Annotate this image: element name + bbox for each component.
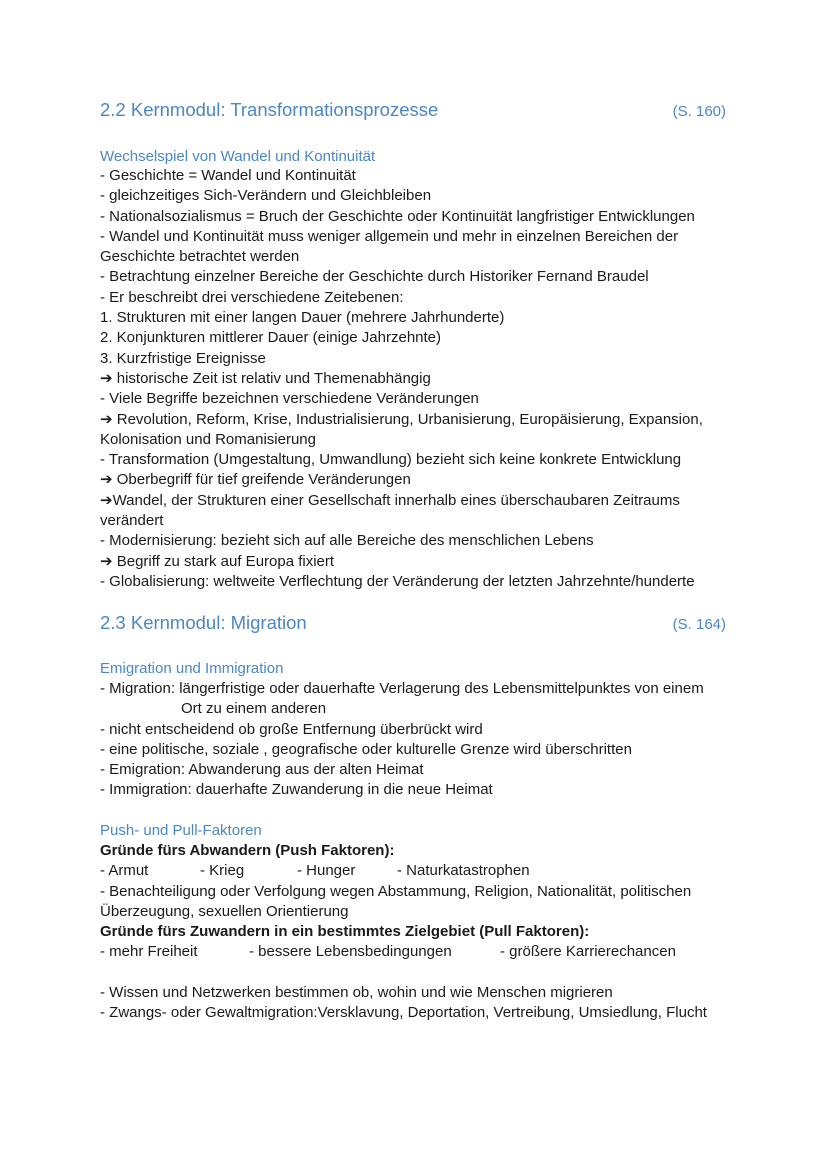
blank-line	[100, 963, 732, 983]
section2-body-2	[100, 841, 732, 1023]
text-line: 2. Konjunkturen mittlerer Dauer (einige Jahrzehnte)	[100, 329, 442, 347]
text-line: ➔Wandel, der Strukturen einer Gesellschaft innerhalb eines überschaubaren Zeitraums	[100, 491, 680, 509]
section-heading-transformation	[100, 99, 726, 121]
pull-factor: - bessere Lebensbedingungen	[249, 943, 452, 961]
pull-factor-row	[100, 942, 732, 962]
push-heading: Gründe fürs Abwandern (Push Faktoren):	[100, 842, 395, 859]
text-line: - Globalisierung: weltweite Verflechtung der Veränderung der letzten Jahrzehnte/hunderte	[100, 572, 695, 590]
push-factor-row	[100, 861, 732, 881]
text-line: Überzeugung, sexuellen Orientierung	[100, 902, 349, 920]
text-line: ➔ Oberbegriff für tief greifende Veränderungen	[100, 471, 411, 489]
text-line: - Wandel und Kontinuität muss weniger allgemein und mehr in einzelnen Bereichen der	[100, 227, 679, 245]
text-line: - Nationalsozialismus = Bruch der Geschichte oder Kontinuität langfristiger Entwicklungen	[100, 207, 695, 225]
section-title: 2.2 Kernmodul: Transformationsprozesse	[100, 99, 439, 120]
text-line: - Geschichte = Wandel und Kontinuität	[100, 167, 356, 184]
text-line: - Betrachtung einzelner Bereiche der Geschichte durch Historiker Fernand Braudel	[100, 268, 649, 286]
text-line: 1. Strukturen mit einer langen Dauer (mehrere Jahrhunderte)	[100, 309, 505, 327]
text-line: - Emigration: Abwanderung aus der alten Heimat	[100, 761, 424, 779]
text-line: - Zwangs- oder Gewaltmigration:Versklavung, Deportation, Vertreibung, Umsiedlung, Flucht	[100, 1004, 707, 1022]
subheading-wandel-kontinuitaet: Wechselspiel von Wandel und Kontinuität	[100, 148, 376, 165]
text-line: - Transformation (Umgestaltung, Umwandlung) bezieht sich keine konkrete Entwicklung	[100, 451, 682, 469]
text-line: ➔ Begriff zu stark auf Europa fixiert	[100, 552, 335, 570]
text-line: - Modernisierung: bezieht sich auf alle Bereiche des menschlichen Lebens	[100, 532, 594, 550]
section-heading-migration	[100, 612, 726, 634]
push-factor: - Armut	[100, 862, 149, 880]
push-factor: - Krieg	[200, 862, 245, 880]
pull-factor: - mehr Freiheit	[100, 943, 198, 961]
text-line: - Er beschreibt drei verschiedene Zeitebenen:	[100, 288, 404, 306]
text-line: - Wissen und Netzwerken bestimmen ob, wohin und wie Menschen migrieren	[100, 983, 613, 1001]
text-line: Geschichte betrachtet werden	[100, 248, 300, 266]
push-factor: - Hunger	[297, 862, 356, 880]
text-line: - gleichzeitiges Sich-Verändern und Gleichbleiben	[100, 187, 432, 205]
text-line: - Viele Begriffe bezeichnen verschiedene Veränderungen	[100, 390, 479, 408]
text-line: - Migration: längerfristige oder dauerhafte Verlagerung des Lebensmittelpunktes von einem	[100, 680, 704, 697]
text-line: Kolonisation und Romanisierung	[100, 430, 316, 448]
text-line: verändert	[100, 512, 164, 530]
text-line: - Immigration: dauerhafte Zuwanderung in die neue Heimat	[100, 781, 493, 799]
text-line: ➔ Revolution, Reform, Krise, Industrialisierung, Urbanisierung, Europäisierung, Expansion,	[100, 410, 703, 428]
section-title: 2.3 Kernmodul: Migration	[100, 612, 307, 633]
subheading-emigration-immigration: Emigration und Immigration	[100, 660, 284, 677]
text-line: Ort zu einem anderen	[181, 700, 327, 718]
text-line: ➔ historische Zeit ist relativ und Themenabhängig	[100, 369, 431, 387]
section1-body	[100, 166, 732, 592]
section2-body-1	[100, 679, 732, 801]
text-line: - nicht entscheidend ob große Entfernung überbrückt wird	[100, 720, 483, 738]
text-line: - Benachteiligung oder Verfolgung wegen Abstammung, Religion, Nationalität, politischen	[100, 882, 692, 900]
pull-factor: - größere Karrierechancen	[500, 943, 676, 961]
text-line: - eine politische, soziale , geografische oder kulturelle Grenze wird überschritten	[100, 740, 632, 758]
page-reference: (S. 160)	[672, 103, 726, 120]
page-reference: (S. 164)	[672, 616, 726, 633]
push-factor: - Naturkatastrophen	[397, 862, 530, 880]
pull-heading: Gründe fürs Zuwandern in ein bestimmtes Zielgebiet (Pull Faktoren):	[100, 923, 590, 941]
subheading-push-pull: Push- und Pull-Faktoren	[100, 822, 262, 839]
text-line: 3. Kurzfristige Ereignisse	[100, 349, 266, 367]
